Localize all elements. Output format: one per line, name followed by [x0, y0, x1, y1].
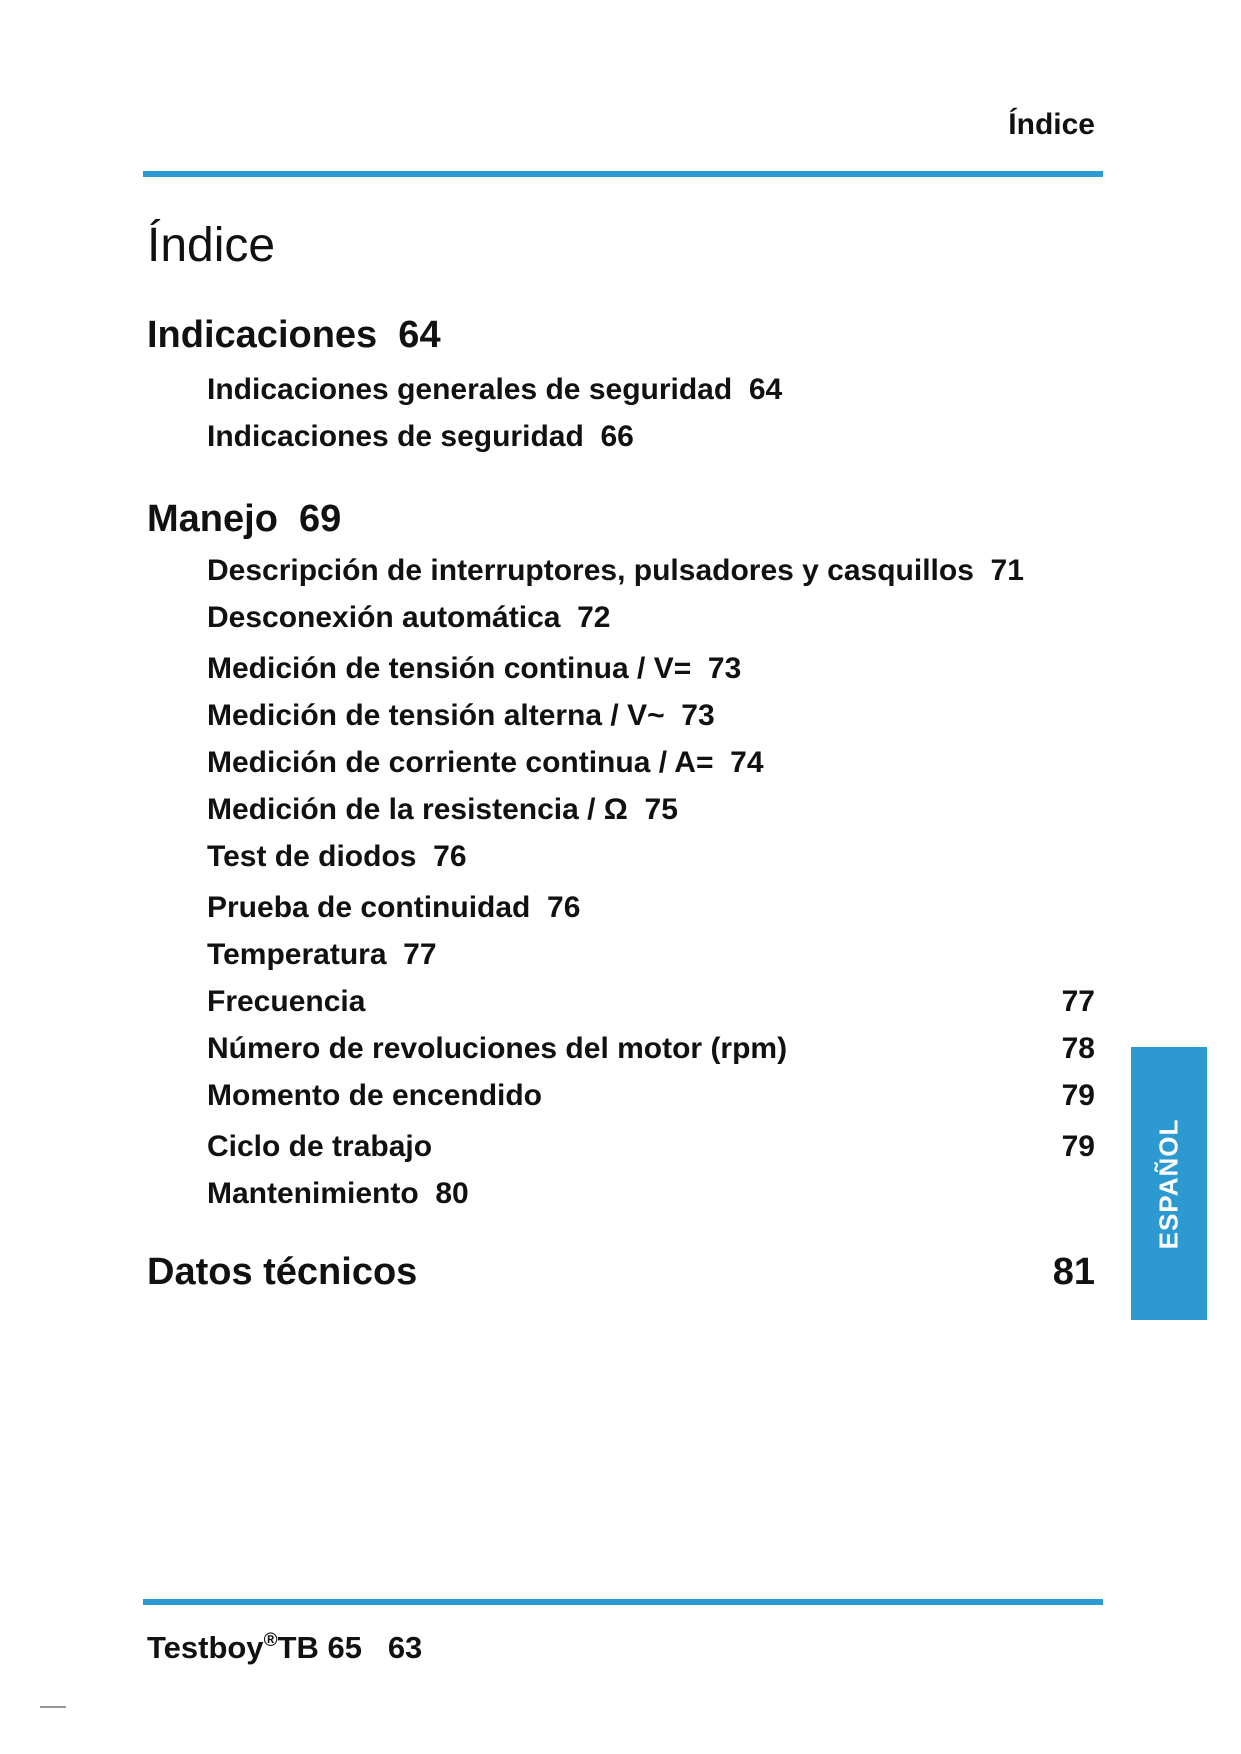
- page-title: Índice: [147, 219, 276, 272]
- toc-item[interactable]: Medición de tensión alterna / V~ 73: [207, 699, 715, 732]
- header-rule: [143, 171, 1103, 177]
- footer-model-page: TB 65 63: [277, 1630, 423, 1665]
- toc-item[interactable]: Prueba de continuidad 76: [207, 891, 581, 924]
- toc-item-page: 79: [1061, 1079, 1095, 1112]
- header-title: Índice: [1008, 108, 1095, 141]
- toc-item-label[interactable]: Ciclo de trabajo: [207, 1130, 433, 1163]
- language-tab: [1131, 1047, 1207, 1320]
- toc-item-label[interactable]: Número de revoluciones del motor (rpm): [207, 1032, 788, 1065]
- toc-item[interactable]: Test de diodos 76: [207, 840, 467, 873]
- toc-section-manejo[interactable]: Manejo 69: [147, 498, 342, 540]
- scan-mark: [40, 1706, 66, 1708]
- toc-item-page: 77: [1061, 985, 1095, 1018]
- toc-item[interactable]: Descripción de interruptores, pulsadores y casquillos 71: [207, 554, 1024, 587]
- toc-item[interactable]: Temperatura 77: [207, 938, 437, 971]
- registered-mark: ®: [263, 1630, 278, 1651]
- toc-item[interactable]: Medición de corriente continua / A= 74: [207, 746, 764, 779]
- toc-item[interactable]: Medición de tensión continua / V= 73: [207, 652, 742, 685]
- toc-item[interactable]: Desconexión automática 72: [207, 601, 611, 634]
- footer-rule: [143, 1599, 1103, 1605]
- toc-section-datos-tecnicos[interactable]: Datos técnicos: [147, 1251, 418, 1293]
- footer-brand: Testboy: [147, 1630, 264, 1665]
- toc-item-label[interactable]: Frecuencia: [207, 985, 366, 1018]
- language-tab-label: ESPAÑOL: [1153, 1118, 1184, 1249]
- toc-section-indicaciones[interactable]: Indicaciones 64: [147, 314, 441, 356]
- toc-item-page: 78: [1061, 1032, 1095, 1065]
- toc-item[interactable]: Indicaciones de seguridad 66: [207, 420, 634, 453]
- footer-text: [147, 1630, 422, 1666]
- toc-item-label[interactable]: Momento de encendido: [207, 1079, 543, 1112]
- toc-item-page: 79: [1061, 1130, 1095, 1163]
- toc-item[interactable]: Medición de la resistencia / Ω 75: [207, 793, 678, 826]
- toc-item[interactable]: Indicaciones generales de seguridad 64: [207, 373, 783, 406]
- toc-item[interactable]: Mantenimiento 80: [207, 1177, 469, 1210]
- toc-section-page: 81: [1052, 1251, 1095, 1293]
